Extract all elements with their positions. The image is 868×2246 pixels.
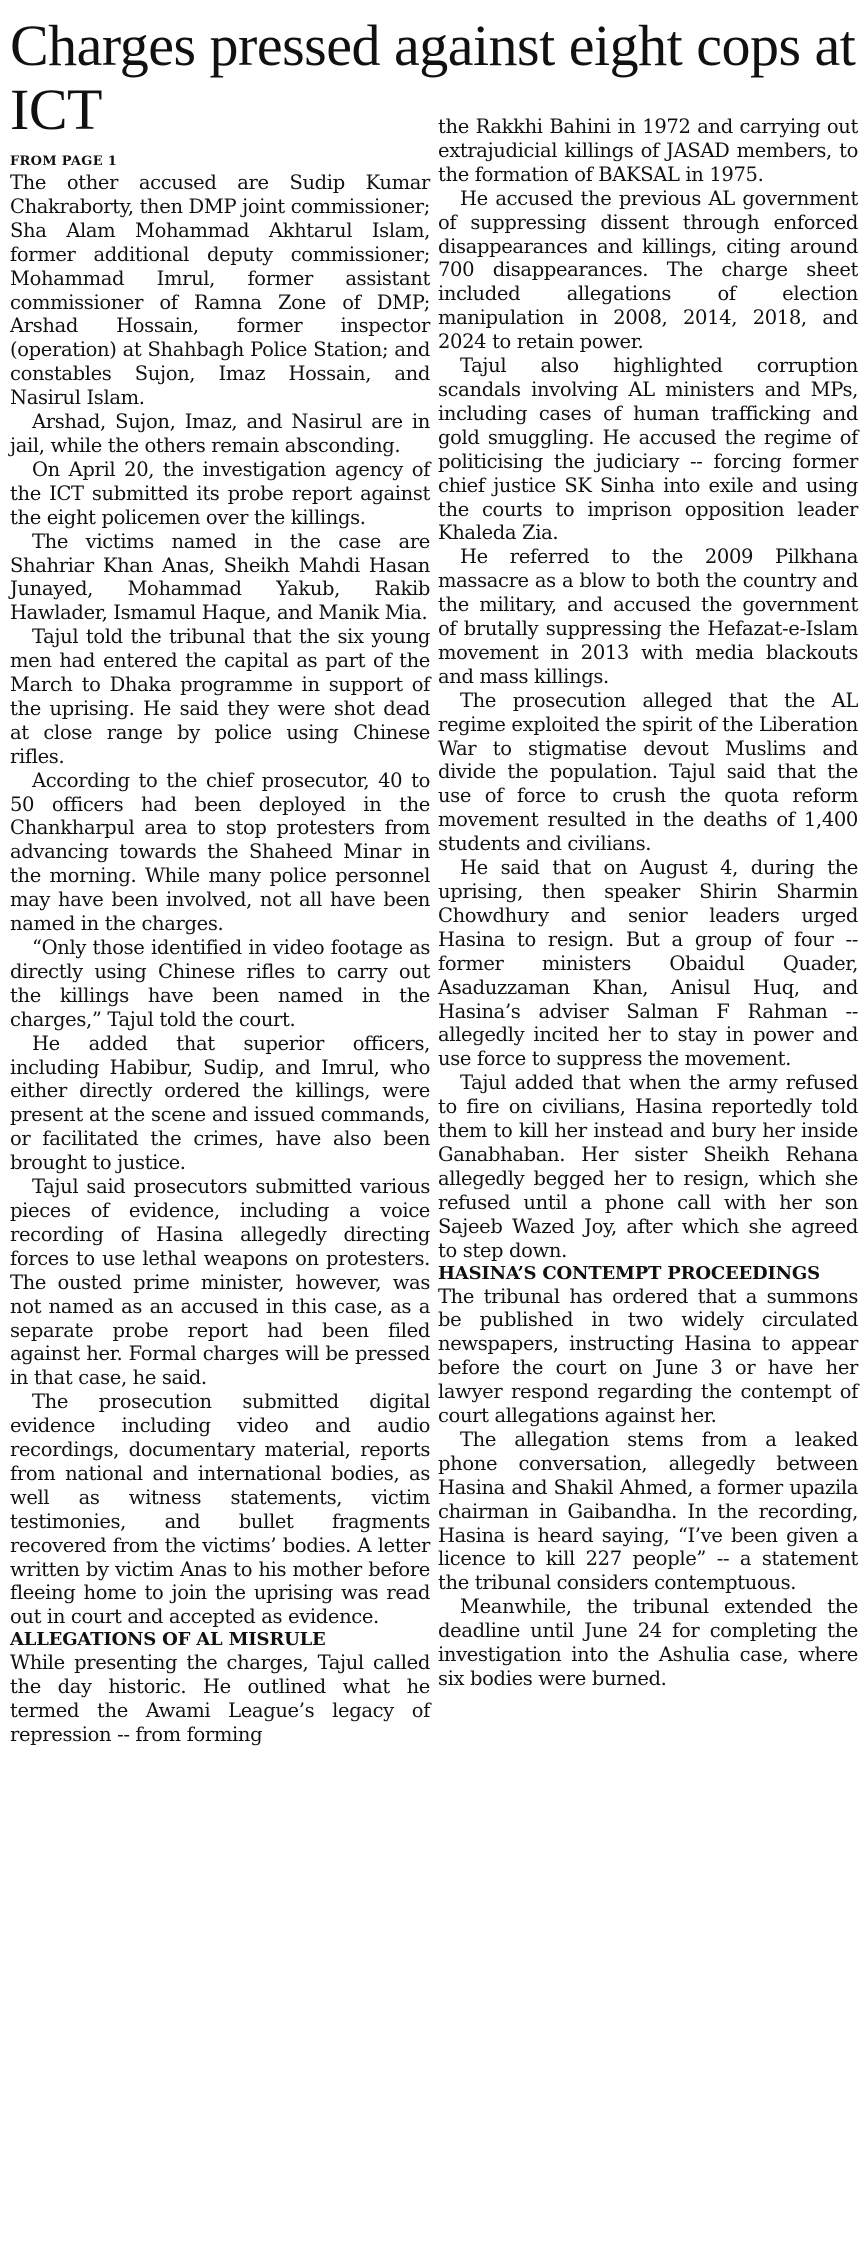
paragraph: He accused the previous AL government of suppressing dissent through enforced disappearances and killings, citing around 700 disappearances. The charge sheet included allegations of election manipulation in 2008, 2014, 2018, and 2024 to retain power. xyxy=(438,186,858,354)
paragraph: The prosecution alleged that the AL regime exploited the spirit of the Liberation War to stigmatise devout Muslims and divide the population. Tajul said that the use of force to crush the quota reform movement resulted in the deaths of 1,400 students and civilians. xyxy=(438,688,858,856)
right-column xyxy=(438,115,858,1747)
kicker: FROM PAGE 1 xyxy=(10,154,118,169)
section-subhead: HASINA’S CONTEMPT PROCEEDINGS xyxy=(438,1262,820,1284)
paragraph: The victims named in the case are Shahriar Khan Anas, Sheikh Mahdi Hasan Junayed, Mohammad Yakub, Rakib Hawlader, Ismamul Haque, and Manik Mia. xyxy=(10,529,430,625)
left-column-text xyxy=(10,171,430,1747)
headline: Charges pressed against eight cops at ICT xyxy=(10,13,856,142)
paragraph: According to the chief prosecutor, 40 to 50 officers had been deployed in the Chankharpul area to stop protesters from advancing towards the Shaheed Minar in the morning. While many police personnel may have been involved, not all have been named in the charges. xyxy=(10,768,430,936)
article-body xyxy=(10,115,858,1747)
paragraph: The allegation stems from a leaked phone conversation, allegedly between Hasina and Shakil Ahmed, a former upazila chairman in Gaibandha. In the recording, Hasina is heard saying, “I’ve been given a licence to kill 227 people” -- a statement the tribunal considers contemptuous. xyxy=(438,1427,858,1595)
paragraph: Arshad, Sujon, Imaz, and Nasirul are in jail, while the others remain absconding. xyxy=(10,410,430,457)
paragraph: While presenting the charges, Tajul called the day historic. He outlined what he termed the Awami League’s legacy of repression -- from forming xyxy=(10,1651,430,1746)
paragraph: Tajul said prosecutors submitted various pieces of evidence, including a voice recording of Hasina allegedly directing forces to use lethal weapons on protesters. The ousted prime minister, however, was not named as an accused in this case, as a separate probe report had been filed against her. Formal charges will be pressed in that case, he said. xyxy=(10,1175,430,1390)
paragraph: The other accused are Sudip Kumar Chakraborty, then DMP joint commissioner; Sha Alam Mohammad Akhtarul Islam, former additional deputy commissioner; Mohammad Imrul, former assistant commissioner of Ramna Zone of DMP; Arshad Hossain, former inspector (operation) at Shahbagh Police Station; and constables Sujon, Imaz Hossain, and Nasirul Islam. xyxy=(10,171,430,410)
paragraph: He said that on August 4, during the uprising, then speaker Shirin Sharmin Chowdhury and senior leaders urged Hasina to resign. But a group of four -- former ministers Obaidul Quader, Asaduzzaman Khan, Anisul Huq, and Hasina’s adviser Salman F Rahman -- allegedly incited her to stay in power and use force to suppress the movement. xyxy=(438,856,858,1071)
section-subhead: ALLEGATIONS OF AL MISRULE xyxy=(10,1629,326,1651)
paragraph: Tajul added that when the army refused to fire on civilians, Hasina reportedly told them to kill her instead and bury her inside Ganabhaban. Her sister Sheikh Rehana allegedly begged her to resign, which she refused until a phone call with her son Sajeeb Wazed Joy, after which she agreed to step down. xyxy=(438,1071,858,1262)
paragraph: He referred to the 2009 Pilkhana massacre as a blow to both the country and the military, and accused the government of brutally suppressing the Hefazat-e-Islam movement in 2013 with media blackouts and mass killings. xyxy=(438,545,858,688)
paragraph: The tribunal has ordered that a summons be published in two widely circulated newspapers, instructing Hasina to appear before the court on June 3 or have her lawyer respond regarding the contempt of court allegations against her. xyxy=(438,1284,858,1428)
right-column-text xyxy=(438,115,858,1691)
paragraph: He added that superior officers, including Habibur, Sudip, and Imrul, who either directly ordered the killings, were present at the scene and issued commands, or facilitated the crimes, have also been brought to justice. xyxy=(10,1031,430,1175)
left-column xyxy=(10,152,430,1747)
paragraph: “Only those identified in video footage as directly using Chinese rifles to carry out the killings have been named in the charges,” Tajul told the court. xyxy=(10,936,430,1031)
paragraph: Meanwhile, the tribunal extended the deadline until June 24 for completing the investigation into the Ashulia case, where six bodies were burned. xyxy=(438,1595,858,1690)
paragraph: the Rakkhi Bahini in 1972 and carrying out extrajudicial killings of JASAD members, to the formation of BAKSAL in 1975. xyxy=(438,115,858,186)
paragraph: Tajul told the tribunal that the six young men had entered the capital as part of the March to Dhaka programme in support of the uprising. He said they were shot dead at close range by police using Chinese rifles. xyxy=(10,625,430,768)
paragraph: On April 20, the investigation agency of the ICT submitted its probe report against the eight policemen over the killings. xyxy=(10,457,430,529)
paragraph: Tajul also highlighted corruption scandals involving AL ministers and MPs, including cases of human trafficking and gold smuggling. He accused the regime of politicising the judiciary -- forcing former chief justice SK Sinha into exile and using the courts to imprison opposition leader Khaleda Zia. xyxy=(438,354,858,545)
paragraph: The prosecution submitted digital evidence including video and audio recordings, documentary material, reports from national and international bodies, as well as witness statements, victim testimonies, and bullet fragments recovered from the victims’ bodies. A letter written by victim Anas to his mother before fleeing home to join the uprising was read out in court and accepted as evidence. xyxy=(10,1390,430,1629)
